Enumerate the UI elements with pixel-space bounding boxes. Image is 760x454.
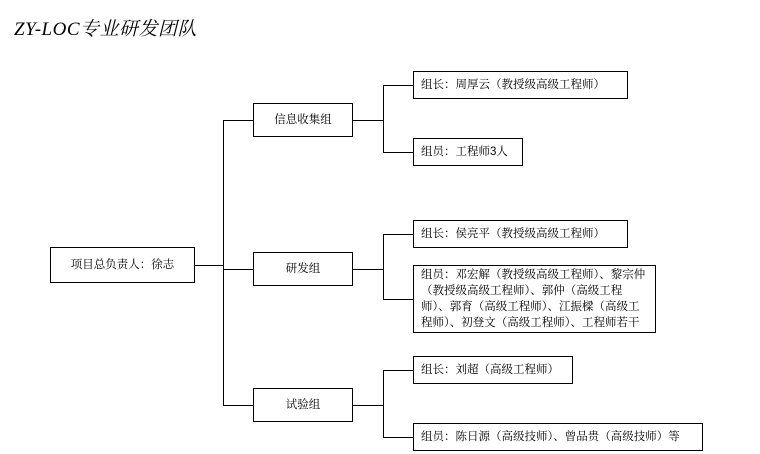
connector-line — [195, 265, 223, 266]
node-group-0-member-1: 组员：工程师3人 — [413, 138, 523, 166]
connector-line — [383, 370, 384, 437]
node-group-1: 研发组 — [253, 252, 353, 286]
connector-line — [383, 234, 413, 235]
connector-line — [353, 405, 383, 406]
node-group-1-member-0: 组长：侯亮平（教授级高级工程师） — [413, 220, 628, 248]
connector-line — [383, 299, 413, 300]
page-title: ZY-LOC专业研发团队 — [14, 19, 198, 40]
connector-line — [353, 120, 383, 121]
node-group-2: 试验组 — [253, 388, 353, 422]
connector-line — [223, 269, 253, 270]
connector-line — [383, 437, 413, 438]
connector-line — [383, 85, 384, 152]
connector-line — [353, 269, 383, 270]
connector-line — [223, 120, 224, 405]
connector-line — [383, 234, 384, 299]
node-group-1-member-1: 组员：邓宏解（教授级高级工程师）、黎宗仲（教授级高级工程师）、郭仲（高级工程师）、郭育（高级工程师）、江振樑（高级工程师）、初登文（高级工程师）、工程师若干 — [413, 265, 656, 333]
node-project-lead: 项目总负责人：徐志 — [50, 247, 195, 283]
connector-line — [383, 370, 413, 371]
node-group-0-member-0: 组长：周厚云（教授级高级工程师） — [413, 71, 628, 99]
connector-line — [223, 405, 253, 406]
connector-line — [223, 120, 253, 121]
connector-line — [383, 85, 413, 86]
node-group-2-member-1: 组员：陈日源（高级技师）、曾品贵（高级技师）等 — [413, 423, 703, 451]
node-group-0: 信息收集组 — [253, 103, 353, 137]
node-group-2-member-0: 组长：刘超（高级工程师） — [413, 356, 573, 384]
connector-line — [383, 152, 413, 153]
